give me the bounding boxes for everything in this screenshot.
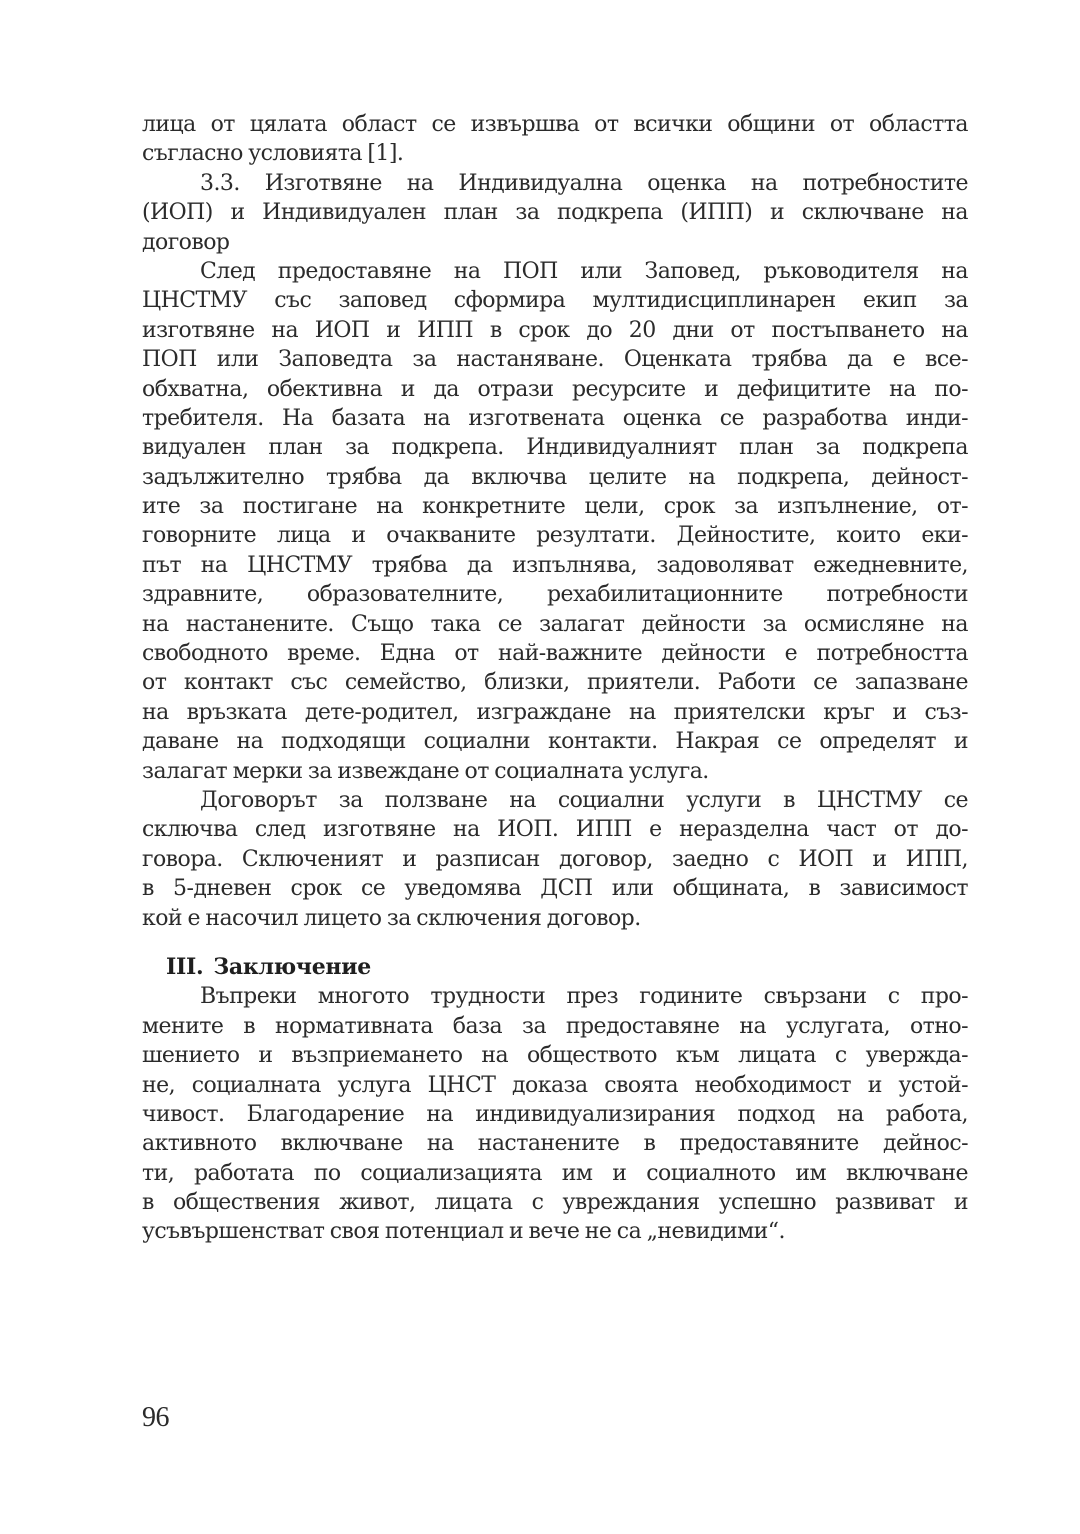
text-line: мените в нормативната база за предоставяне на услугата, отно-	[142, 1013, 968, 1039]
text-line: от контакт със семейство, близки, приятели. Работи се запазване	[142, 670, 968, 696]
section-heading	[142, 953, 968, 982]
text-line: залагат мерки за извеждане от социалната услуга.	[142, 758, 709, 784]
section-title: Заключение	[213, 953, 371, 980]
text-line: ПОП или Заповедта за настаняване. Оценката трябва да е все-	[142, 347, 968, 373]
text-line: на връзката дете-родител, изграждане на приятелски кръг и съз-	[142, 699, 968, 725]
text-line: кой е насочил лицето за сключения договор.	[142, 905, 641, 931]
text-line: изготвяне на ИОП и ИПП в срок до 20 дни от постъпването на	[142, 317, 968, 343]
text-line: усъвършенстват своя потенциал и вече не са „невидими“.	[142, 1219, 785, 1245]
page-number: 96	[142, 1402, 169, 1433]
text-line: лица от цялата област се извършва от всички общини от областта	[142, 112, 968, 137]
text-line: обхватна, обективна и да отрази ресурсите и дефицитите на по-	[142, 376, 968, 402]
text-line: (ИОП) и Индивидуален план за подкрепа (ИПП) и сключване на	[142, 200, 968, 226]
text-line: на настанените. Също така се залагат дейности за осмисляне на	[142, 611, 968, 637]
text-line: задължително трябва да включва целите на подкрепа, дейност-	[142, 464, 968, 490]
text-line: чивост. Благодарение на индивидуализирания подход на работа,	[142, 1101, 968, 1127]
text-line: ти, работата по социализацията им и социалното им включване	[142, 1160, 968, 1186]
text-line: договор	[142, 229, 230, 255]
text-line: След предоставяне на ПОП или Заповед, ръководителя на	[200, 258, 968, 284]
text-line: ите за постигане на конкретните цели, срок за изпълнение, от-	[142, 494, 968, 520]
section-number: III.	[166, 953, 204, 980]
text-line: съгласно условията [1].	[142, 141, 404, 167]
paragraph	[142, 257, 968, 786]
subsection-heading	[142, 169, 968, 257]
text-line: ЦНСТМУ със заповед сформира мултидисциплинарен екип за	[142, 288, 968, 314]
text-line: говорните лица и очакваните резултати. Дейностите, които еки-	[142, 523, 968, 549]
page-body	[142, 110, 968, 1247]
text-line: не, социалната услуга ЦНСТ доказа своята необходимост и устой-	[142, 1072, 968, 1098]
text-line: в обществения живот, лицата с увреждания успешно развиват и	[142, 1190, 968, 1216]
paragraph	[142, 110, 968, 169]
text-line: път на ЦНСТМУ трябва да изпълнява, задоволяват ежедневните,	[142, 552, 968, 578]
text-line: здравните, образователните, рехабилитационните потребности	[142, 582, 968, 608]
text-line: 3.3. Изготвяне на Индивидуална оценка на потребностите	[200, 170, 968, 196]
text-line: требителя. На базата на изготвената оценка се разработва инди-	[142, 405, 968, 431]
text-line: активното включване на настанените в предоставяните дейнос-	[142, 1131, 968, 1157]
text-line: даване на подходящи социални контакти. Накрая се определят и	[142, 729, 968, 755]
text-line: говора. Сключеният и разписан договор, заедно с ИОП и ИПП,	[142, 846, 968, 872]
paragraph	[142, 982, 968, 1247]
text-line: сключва след изготвяне на ИОП. ИПП е неразделна част от до-	[142, 817, 968, 843]
text-line: свободното време. Една от най-важните дейности е потребността	[142, 641, 968, 667]
paragraph	[142, 786, 968, 933]
text-line: в 5-дневен срок се уведомява ДСП или общината, в зависимост	[142, 876, 968, 902]
text-line: видуален план за подкрепа. Индивидуалният план за подкрепа	[142, 435, 968, 461]
text-line: Договорът за ползване на социални услуги в ЦНСТМУ се	[200, 787, 968, 813]
text-line: Въпреки многото трудности през годините свързани с про-	[200, 984, 968, 1010]
text-line: шението и възприемането на обществото към лицата с увержда-	[142, 1043, 968, 1069]
